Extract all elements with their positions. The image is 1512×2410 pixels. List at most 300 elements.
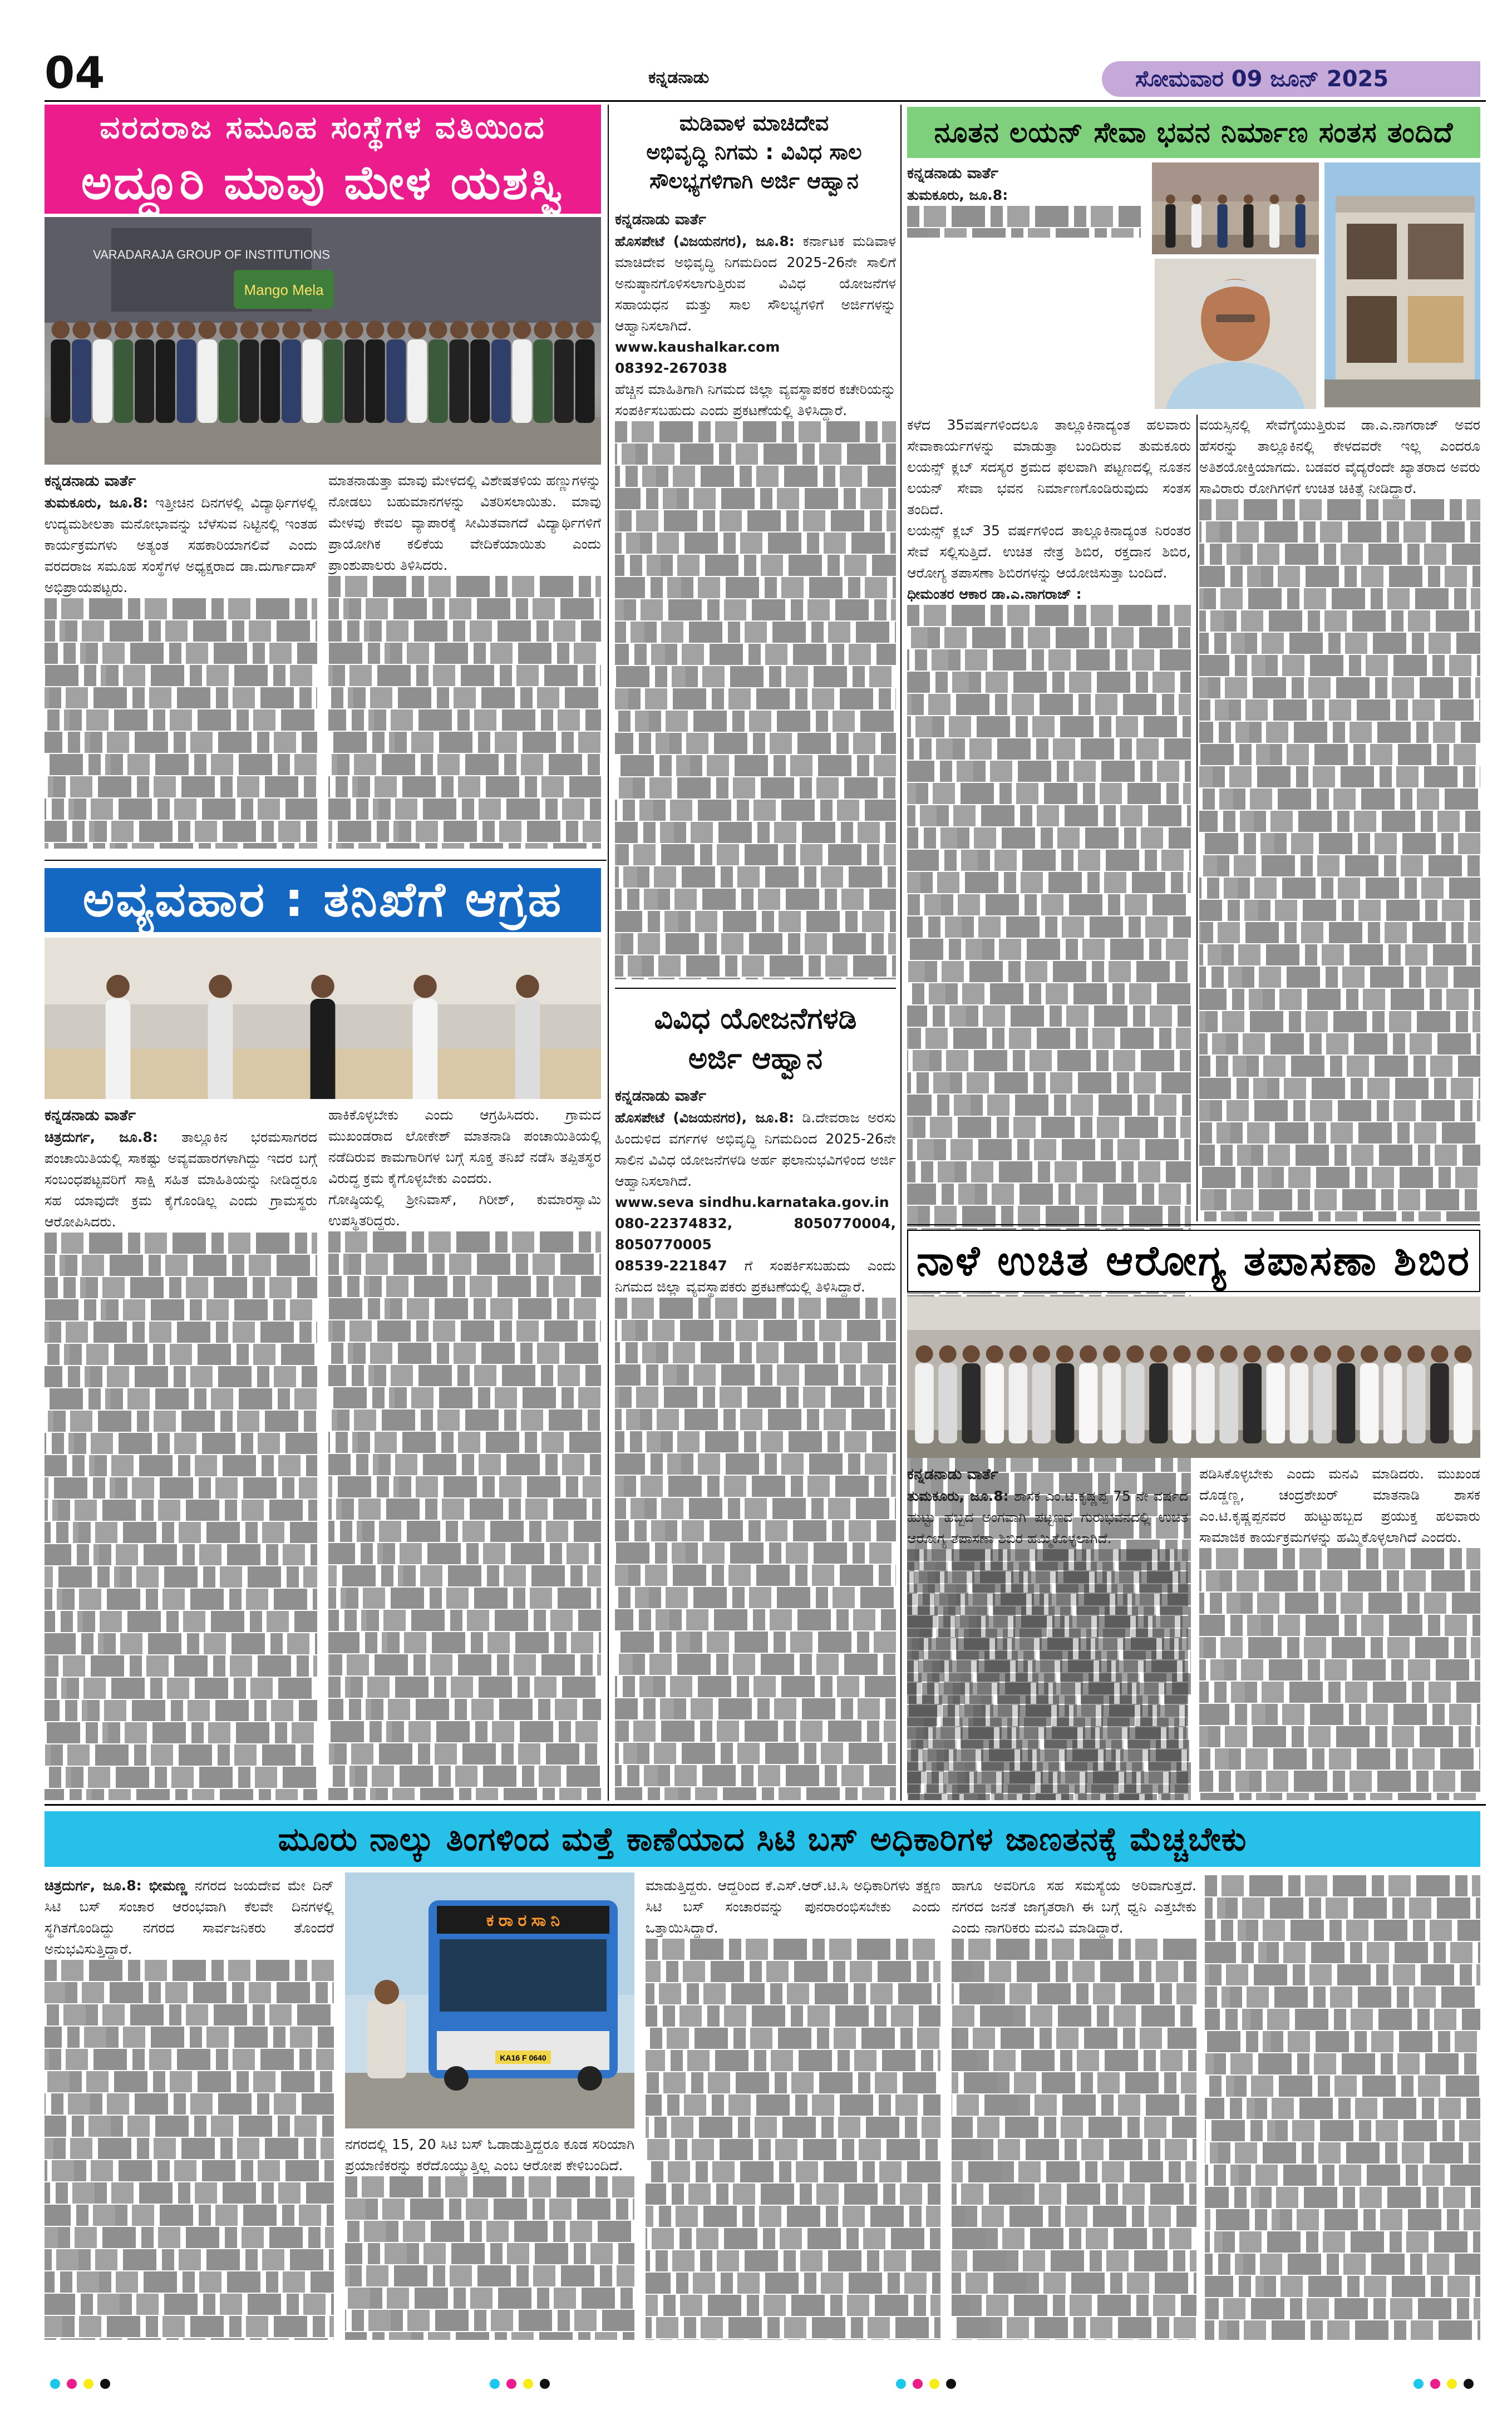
- person-head: [1244, 194, 1253, 204]
- body-text-line: [1205, 2298, 1480, 2319]
- body-text-line: [615, 488, 896, 509]
- story4-closing: ಗೆ ಸಂಪರ್ಕಿಸಬಹುದು ಎಂದು ನಿಗಮದ ಜಿಲ್ಲಾ ವ್ಯವಸ್ಥಾಪಕರು ಪ್ರಕಟಣೆಯಲ್ಲಿ ತಿಳಿಸಿದ್ದಾರೆ.: [615, 1258, 896, 1295]
- body-text-line: [952, 1983, 1196, 2004]
- body-text-line: [1199, 544, 1480, 565]
- body-text-line: [1205, 2276, 1480, 2297]
- story7-col3-text: ಮಾಡುತ್ತಿದ್ದರು. ಆದ್ದರಿಂದ ಕೆ.ಎಸ್.ಆರ್.ಟಿ.ಸಿ ಅಧಿಕಾರಿಗಳು ತಕ್ಷಣ ಸಿಟಿ ಬಸ್ ಸಂಚಾರವನ್ನು ಪುನರಾರಂಭಿಸಬೇಕು ಎಂದು ಒತ್ತಾಯಿಸಿದ್ದಾರೆ.: [646, 1877, 940, 1936]
- person-figure: [323, 339, 343, 423]
- person-head: [1337, 1346, 1355, 1363]
- body-text-line: [952, 2117, 1196, 2138]
- body-text-line: [1199, 1748, 1480, 1770]
- story4-headline-l2: ಅರ್ಜಿ ಆಹ್ವಾನ: [688, 1042, 823, 1076]
- person-head: [135, 321, 154, 339]
- body-text-line: [328, 598, 601, 619]
- body-text-line: [45, 776, 317, 797]
- person-head: [1296, 194, 1305, 204]
- body-text-line: [1205, 1942, 1480, 1963]
- person-figure: [93, 339, 112, 423]
- person-figure: [1056, 1363, 1075, 1443]
- body-text-line: [1199, 1771, 1480, 1792]
- body-text-line: [615, 955, 896, 977]
- person-figure: [1102, 1363, 1121, 1443]
- story3-website: www.kaushalkar.com: [615, 339, 780, 355]
- body-text-line: [45, 2116, 334, 2137]
- story7-headline: ಮೂರು ನಾಲ್ಕು ತಿಂಗಳಿಂದ ಮತ್ತೆ ಕಾಣೆಯಾದ ಸಿಟಿ ಬಸ್ ಅಧಿಕಾರಿಗಳ ಜಾಣತನಕ್ಕೆ ಮೆಚ್ಚಬೇಕು: [45, 1811, 1480, 1867]
- body-text-line: [328, 1543, 601, 1564]
- story2-col2: [328, 1105, 601, 1800]
- person-figure: [1218, 204, 1228, 248]
- body-text-line: [907, 627, 1191, 648]
- body-text-line: [952, 2072, 1196, 2093]
- person-figure: [1383, 1363, 1402, 1443]
- story2-photo: [45, 938, 601, 1099]
- body-text-line: [615, 443, 896, 465]
- body-text-line: [345, 2176, 634, 2197]
- person-head: [219, 321, 238, 339]
- person-head: [178, 321, 196, 339]
- body-text-line: [615, 911, 896, 932]
- person-figure: [554, 339, 574, 423]
- body-text-line: [1199, 1056, 1480, 1077]
- story7-col4: [952, 1875, 1196, 2340]
- person-head: [366, 321, 385, 339]
- person-figure: [198, 339, 217, 423]
- body-text-line: [1199, 1704, 1480, 1725]
- body-text-line: [328, 1254, 601, 1275]
- body-text-line: [328, 754, 601, 775]
- body-text-line: [907, 939, 1191, 960]
- body-text-line: [952, 2206, 1196, 2227]
- body-text-line: [45, 1344, 317, 1365]
- person-head: [72, 321, 91, 339]
- person-head: [450, 321, 469, 339]
- body-text-line: [328, 1298, 601, 1319]
- body-text-line: [45, 2249, 334, 2270]
- story6-photo: [907, 1297, 1480, 1458]
- body-text-line: [1199, 1593, 1480, 1614]
- story5-event-photo: [1152, 162, 1319, 254]
- body-text-line: [45, 709, 317, 731]
- person-figure: [1266, 1363, 1285, 1443]
- body-text-line: [907, 694, 1191, 715]
- body-text-line: [907, 1139, 1191, 1160]
- body-text-line: [45, 2027, 334, 2048]
- body-text-line: [328, 1677, 601, 1698]
- body-text-line: [328, 1409, 601, 1431]
- body-text-line: [907, 1072, 1191, 1093]
- body-text-line: [615, 1698, 896, 1719]
- body-text-line: [1199, 1145, 1480, 1166]
- person-figure: [106, 999, 131, 1099]
- body-text-line: [328, 1365, 601, 1386]
- story6-byline: ಕನ್ನಡನಾಡು ವಾರ್ತೆ: [907, 1466, 998, 1483]
- story5-building-photo: [1324, 162, 1480, 407]
- person-figure: [533, 339, 553, 423]
- body-text-line: [952, 2050, 1196, 2071]
- body-text-line: [907, 1095, 1191, 1116]
- body-text-line: [907, 850, 1191, 871]
- body-text-line: [328, 1432, 601, 1453]
- body-text-line: [952, 2161, 1196, 2182]
- story3-phone: 08392-267038: [615, 360, 727, 376]
- person-head: [429, 321, 447, 339]
- person-figure: [1009, 1363, 1028, 1443]
- person-head: [986, 1346, 1003, 1363]
- body-text-line: [45, 1633, 317, 1654]
- body-text-line: [328, 1721, 601, 1742]
- person-figure: [282, 339, 301, 423]
- body-text-line: [1199, 1122, 1480, 1144]
- person-head: [939, 1346, 957, 1363]
- body-text-line: [345, 2288, 634, 2309]
- story7-dateline: ಚಿತ್ರದುರ್ಗ, ಜೂ.8:: [45, 1877, 142, 1894]
- body-text-line: [1199, 766, 1480, 787]
- body-text-line: [646, 2250, 940, 2271]
- body-text-line: [1199, 1033, 1480, 1054]
- page-number: 04: [45, 48, 105, 98]
- body-text-line: [1205, 2076, 1480, 2097]
- body-text-line: [615, 1387, 896, 1408]
- body-text-line: [45, 843, 317, 849]
- person-head: [1244, 1346, 1261, 1363]
- body-text-line: [1199, 566, 1480, 587]
- body-text-line: [1205, 1964, 1480, 1985]
- body-text-line: [952, 2339, 1196, 2340]
- body-text-line: [646, 2206, 940, 2227]
- body-text-line: [907, 1727, 1188, 1748]
- registration-marks-mid2: [896, 2379, 956, 2389]
- body-text-line: [907, 1772, 1188, 1793]
- body-text-line: [615, 889, 896, 910]
- person-figure: [470, 339, 490, 423]
- body-text-line: [45, 2316, 334, 2337]
- body-text-line: [1205, 2009, 1480, 2030]
- body-text-line: [646, 2273, 940, 2294]
- body-text-line: [907, 827, 1191, 849]
- person-figure: [1196, 1363, 1215, 1443]
- body-text-line: [1199, 521, 1480, 543]
- body-text-line: [45, 1611, 317, 1632]
- body-text-line: [907, 761, 1191, 782]
- person-head: [1314, 1346, 1331, 1363]
- body-text-line: [952, 1961, 1196, 1982]
- body-text-line: [1199, 1548, 1480, 1569]
- body-text-line: [45, 2338, 334, 2340]
- body-text-line: [646, 2050, 940, 2071]
- story1-kicker: ವರದರಾಜ ಸಮೂಹ ಸಂಸ್ಥೆಗಳ ವತಿಯಿಂದ: [45, 105, 601, 151]
- body-text-line: [1199, 1211, 1480, 1221]
- body-text-line: [1199, 1078, 1480, 1099]
- person-head: [413, 975, 437, 998]
- person-figure: [1243, 204, 1253, 248]
- column-rule: [900, 105, 902, 1801]
- person-head: [345, 321, 363, 339]
- person-figure: [413, 999, 438, 1099]
- body-text-line: [615, 688, 896, 709]
- body-text-line: [1199, 1637, 1480, 1658]
- body-text-line: [1205, 2231, 1480, 2253]
- body-text-line: [615, 1787, 896, 1800]
- story3-byline: ಕನ್ನಡನಾಡು ವಾರ್ತೆ: [615, 211, 706, 228]
- body-text-line: [328, 576, 601, 597]
- story6-dateline: ತುಮಕೂರು, ಜೂ.8:: [907, 1488, 1009, 1504]
- body-text-line: [328, 821, 601, 842]
- person-figure: [1243, 1363, 1262, 1443]
- body-text-line: [1199, 811, 1480, 832]
- body-text-line: [1205, 2031, 1480, 2052]
- body-text-line: [1199, 922, 1480, 943]
- person-head: [1384, 1346, 1401, 1363]
- body-text-line: [1199, 855, 1480, 876]
- person-head: [963, 1346, 980, 1363]
- person-head: [534, 321, 553, 339]
- person-head: [1267, 1346, 1284, 1363]
- body-text-line: [907, 983, 1191, 1004]
- body-text-line: [1205, 1987, 1480, 2008]
- body-text-line: [45, 1678, 317, 1699]
- body-text-line: [615, 533, 896, 554]
- person-figure: [135, 339, 154, 423]
- body-text-line: [907, 649, 1191, 671]
- body-text-line: [1199, 944, 1480, 965]
- body-text-line: [615, 1453, 896, 1475]
- body-text-line: [45, 1277, 317, 1298]
- body-text-line: [328, 665, 601, 686]
- person-head: [1407, 1346, 1425, 1363]
- person-figure: [260, 339, 280, 423]
- person-figure: [962, 1363, 981, 1443]
- body-text-line: [1199, 1726, 1480, 1747]
- body-text-line: [45, 598, 317, 619]
- body-text-line: [646, 2117, 940, 2138]
- person-head: [1196, 1346, 1214, 1363]
- person-head: [1270, 194, 1279, 204]
- person-figure: [429, 339, 448, 423]
- body-text-line: [1199, 499, 1480, 520]
- bus-plate: KA16 F 0640: [500, 2053, 546, 2062]
- body-text-line: [1199, 633, 1480, 654]
- body-text-line: [328, 1276, 601, 1297]
- person-head: [387, 321, 406, 339]
- body-text-line: [907, 716, 1191, 737]
- body-text-line: [45, 1767, 317, 1788]
- person-figure: [303, 339, 322, 423]
- body-text-line: [646, 2228, 940, 2249]
- header-rule: [45, 100, 1486, 102]
- person-head: [492, 321, 510, 339]
- body-text-line: [646, 2028, 940, 2049]
- person-figure: [72, 339, 91, 423]
- story7-col2-text: ನಗರದಲ್ಲಿ 15, 20 ಸಿಟಿ ಬಸ್ ಓಡಾಡುತ್ತಿದ್ದರೂ ಕೂಡ ಸರಿಯಾಗಿ ಪ್ರಯಾಣಿಕರನ್ನು ಕರೆದೊಯ್ಯುತ್ತಿಲ್ಲ ಎಂಬ ಆರೋಪ ಕೇಳಿಬಂದಿದೆ.: [345, 2136, 634, 2174]
- story1-byline: ಕನ್ನಡನಾಡು ವಾರ್ತೆ: [45, 472, 136, 490]
- person-head: [1361, 1346, 1378, 1363]
- body-text-line: [615, 866, 896, 888]
- body-text-line: [1199, 967, 1480, 988]
- story7-col5: [1205, 1875, 1480, 2340]
- body-text-line: [615, 844, 896, 865]
- body-text-line: [1199, 1100, 1480, 1121]
- story1-col2: [328, 470, 601, 849]
- body-text-line: [615, 599, 896, 620]
- body-text-line: [45, 620, 317, 642]
- person-head: [1220, 1346, 1238, 1363]
- body-text-line: [1205, 2165, 1480, 2186]
- story5-portrait: [1155, 259, 1316, 409]
- story4-headline-l1: ವಿವಿಧ ಯೋಜನೆಗಳಡಿ: [654, 1002, 857, 1036]
- body-text-line: [952, 2184, 1196, 2205]
- body-text-line: [907, 783, 1191, 804]
- body-text-line: [1199, 588, 1480, 609]
- body-text-line: [45, 1544, 317, 1565]
- body-text-line: [45, 754, 317, 775]
- body-text-line: [1199, 1682, 1480, 1703]
- story4-phones: 080-22374832, 8050770004, 8050770005: [615, 1215, 896, 1253]
- body-text-line: [615, 466, 896, 487]
- body-text-line: [615, 644, 896, 665]
- body-text-line: [907, 805, 1191, 826]
- body-text-line: [328, 1476, 601, 1497]
- column-rule: [1196, 415, 1198, 1221]
- body-text-line: [328, 1788, 601, 1800]
- story1-body: ಮಾತನಾಡುತ್ತಾ ಮಾವು ಮೇಳದಲ್ಲಿ ವಿಶೇಷತಳಿಯ ಹಣ್ಣುಗಳನ್ನು ನೋಡಲು ಬಹುಮಾನಗಳನ್ನು ವಿತರಿಸಲಾಯಿತು. ಮಾವು ಮೇಳವು ಕೇವಲ ವ್ಯಾಪಾರಕ್ಕೆ ಸೀಮಿತವಾಗದೆ ವಿದ್ಯಾರ್ಥಿಗಳಿಗೆ ಪ್ರಾಯೋಗಿಕ ಕಲಿಕೆಯ ವೇದಿಕೆಯಾಯಿತು ಎಂದು ಪ್ರಾಂಶುಪಾಲರು ತಿಳಿಸಿದರು.: [328, 472, 601, 573]
- body-text-line: [615, 933, 896, 954]
- body-text-line: [45, 2271, 334, 2293]
- body-text-line: [328, 620, 601, 642]
- person-figure: [1430, 1363, 1449, 1443]
- body-text-line: [907, 206, 1141, 227]
- story6-col1: [907, 1463, 1188, 1800]
- body-text-line: [952, 2139, 1196, 2160]
- body-text-line: [907, 605, 1191, 626]
- person-head: [303, 321, 322, 339]
- body-text-line: [328, 1499, 601, 1520]
- story5-col2: [1199, 415, 1480, 1221]
- person-head: [93, 321, 112, 339]
- body-text-line: [328, 1320, 601, 1342]
- body-text-line: [45, 1522, 317, 1543]
- person-figure: [575, 339, 595, 423]
- body-text-line: [345, 2221, 634, 2242]
- story3-body: [615, 209, 896, 979]
- registration-marks-right: [1414, 2379, 1474, 2389]
- body-text-line: [646, 2094, 940, 2116]
- body-text-line: [45, 1455, 317, 1476]
- story4-lead: ಡಿ.ದೇವರಾಜ ಅರಸು ಹಿಂದುಳಿದ ವರ್ಗಗಳ ಅಭಿವೃದ್ಧಿ ನಿಗಮದಿಂದ 2025-26ನೇ ಸಾಲಿನ ವಿವಿಧ ಯೋಜನೆಗಳಡಿ ಅರ್ಹ ಫಲಾನುಭವಿಗಳಿಂದ ಅರ್ಜಿ ಆಹ್ವಾನಿಸಲಾಗಿದೆ.: [615, 1110, 896, 1189]
- body-text-line: [328, 732, 601, 753]
- body-text-line: [615, 1409, 896, 1430]
- story7-col4-text: ಹಾಗೂ ಅವರಿಗೂ ಸಹ ಸಮಸ್ಯೆಯ ಅರಿವಾಗುತ್ತದೆ. ನಗರದ ಜನತೆ ಜಾಗೃತರಾಗಿ ಈ ಬಗ್ಗೆ ಧ್ವನಿ ಎತ್ತಬೇಕು ಎಂದು ನಾಗರಿಕರು ಮನವಿ ಮಾಡಿದ್ದಾರೆ.: [952, 1877, 1196, 1936]
- body-text-line: [907, 1594, 1188, 1615]
- body-text-line: [328, 643, 601, 664]
- body-text-line: [45, 732, 317, 753]
- body-text-line: [615, 622, 896, 643]
- body-text-line: [1199, 1659, 1480, 1680]
- story6-lead: ಶಾಸಕ ಎಂ.ಟಿ.ಕೃಷ್ಣಪ್ಪ 75 ನೇ ವರ್ಷದ ಹುಟ್ಟು ಹಬ್ಬದ ಅಂಗವಾಗಿ ಪಟ್ಟಣದ ಗುರುಭವನದಲ್ಲಿ ಉಚಿತ ಆರೋಗ್ಯ ತಪಾಸಣಾ ಶಿಬಿರ ಹಮ್ಮಿಕೊಳ್ಳಲಾಗಿದೆ.: [907, 1488, 1188, 1546]
- body-text-line: [907, 738, 1191, 760]
- person-figure: [1269, 204, 1279, 248]
- body-text-line: [1199, 722, 1480, 743]
- person-figure: [491, 339, 511, 423]
- body-text-line: [1205, 2187, 1480, 2208]
- body-text-line: [907, 1050, 1191, 1071]
- story5-lead: ಕಳೆದ 35ವರ್ಷಗಳಿಂದಲೂ ತಾಲ್ಲೂಕಿನಾದ್ಯಂತ ಹಲವಾರು ಸೇವಾಕಾರ್ಯಗಳನ್ನು ಮಾಡುತ್ತಾ ಬಂದಿರುವ ತುಮಕೂರು ಲಯನ್ಸ್ ಕ್ಲಬ್ ಸದಸ್ಯರ ಶ್ರಮದ ಫಲವಾಗಿ ಪಟ್ಟಣದಲ್ಲಿ ನೂತನ ಲಯನ್ ಸೇವಾ ಭವನ ನಿರ್ಮಾಣಗೊಂಡಿರುವುದು ಸಂತಸ ತಂದಿದೆ.: [907, 417, 1191, 518]
- body-text-line: [615, 1676, 896, 1697]
- person-figure: [1296, 204, 1306, 248]
- body-text-line: [1199, 1570, 1480, 1591]
- body-text-line: [45, 1655, 317, 1677]
- body-text-line: [1205, 1898, 1480, 1919]
- rule: [45, 1804, 1486, 1806]
- body-text-line: [345, 2310, 634, 2331]
- story4-phone2: 08539-221847: [615, 1258, 727, 1274]
- person-head: [115, 321, 133, 339]
- body-text-line: [907, 1794, 1188, 1800]
- person-head: [408, 321, 426, 339]
- story2-byline: ಕನ್ನಡನಾಡು ವಾರ್ತೆ: [45, 1107, 136, 1124]
- body-text-line: [646, 2339, 940, 2340]
- body-text-line: [45, 2160, 334, 2181]
- person-figure: [311, 999, 336, 1099]
- story5-intro: [907, 162, 1141, 238]
- person-head: [324, 321, 343, 339]
- body-text-line: [328, 709, 601, 731]
- body-text-line: [328, 1343, 601, 1364]
- body-text-line: [45, 2294, 334, 2315]
- story4-headline: [615, 999, 896, 1079]
- person-head: [156, 321, 175, 339]
- body-text-line: [1199, 1167, 1480, 1188]
- story3-lead: ಕರ್ನಾಟಕ ಮಡಿವಾಳ ಮಾಚಿದೇವ ಅಭಿವೃದ್ಧಿ ನಿಗಮದಿಂದ 2025-26ನೇ ಸಾಲಿಗೆ ಅನುಷ್ಠಾನಗೊಳಿಸಲಾಗುತ್ತಿರುವ ವಿವಿಧ ಯೋಜನೆಗಳ ಸಹಾಯಧನ ಮತ್ತು ಸಾಲ ಸೌಲಭ್ಯಗಳಿಗೆ ಅರ್ಜಿಗಳನ್ನು ಆಹ್ವಾನಿಸಲಾಗಿದೆ.: [615, 233, 896, 334]
- body-text-line: [615, 421, 896, 442]
- body-text-line: [45, 687, 317, 708]
- body-text-line: [45, 1960, 334, 1981]
- story5-headline: ನೂತನ ಲಯನ್ ಸೇವಾ ಭವನ ನಿರ್ಮಾಣ ಸಂತಸ ತಂದಿದೆ: [907, 107, 1480, 158]
- body-text-line: [45, 1722, 317, 1743]
- body-text-line: [45, 665, 317, 686]
- story3-headline-l2: ಅಭಿವೃದ್ಧಿ ನಿಗಮ : ವಿವಿಧ ಸಾಲ: [646, 140, 862, 164]
- story2-closing: ಗೋಷ್ಠಿಯಲ್ಲಿ ಶ್ರೀನಿವಾಸ್, ಗಿರೀಶ್, ಕುಮಾರಸ್ವಾಮಿ ಉಪಸ್ಥಿತರಿದ್ದರು.: [328, 1191, 601, 1229]
- body-text-line: [907, 916, 1191, 938]
- body-text-line: [45, 1411, 317, 1432]
- person-head: [1166, 194, 1175, 204]
- body-text-line: [45, 2093, 334, 2115]
- body-text-line: [1205, 2320, 1480, 2340]
- body-text-line: [1199, 1615, 1480, 1636]
- body-text-line: [615, 1565, 896, 1586]
- person-figure: [985, 1363, 1004, 1443]
- person-head: [1009, 1346, 1027, 1363]
- body-text-line: [615, 1609, 896, 1630]
- story7-col1: [45, 1875, 334, 2340]
- story4-body: [615, 1085, 896, 1800]
- body-text-line: [952, 2228, 1196, 2249]
- body-text-line: [615, 733, 896, 754]
- photo-mango-sign: Mango Mela: [244, 282, 324, 298]
- body-text-line: [45, 821, 317, 842]
- body-text-line: [328, 1588, 601, 1609]
- person-head: [1080, 1346, 1097, 1363]
- person-figure: [386, 339, 406, 423]
- person-head: [516, 975, 539, 998]
- body-text-line: [1199, 1189, 1480, 1210]
- story2-body: ಹಾಕಿಕೊಳ್ಳಬೇಕು ಎಂದು ಆಗ್ರಹಿಸಿದರು. ಗ್ರಾಮದ ಮುಖಂಡರಾದ ಲೋಕೇಶ್ ಮಾತನಾಡಿ ಪಂಚಾಯಿತಿಯಲ್ಲಿ ನಡೆದಿರುವ ಕಾಮಗಾರಿಗಳ ಬಗ್ಗೆ ಸೂಕ್ತ ತನಿಖೆ ನಡೆಸಿ ತಪ್ಪಿತಸ್ಥರ ವಿರುದ್ಧ ಕ್ರಮ ಕೈಗೊಳ್ಳಬೇಕು ಎಂದರು.: [328, 1107, 601, 1186]
- person-figure: [1337, 1363, 1356, 1443]
- person-figure: [1149, 1363, 1168, 1443]
- body-text-line: [646, 2161, 940, 2182]
- body-text-line: [45, 2004, 334, 2025]
- body-text-line: [615, 577, 896, 598]
- body-text-line: [907, 872, 1191, 893]
